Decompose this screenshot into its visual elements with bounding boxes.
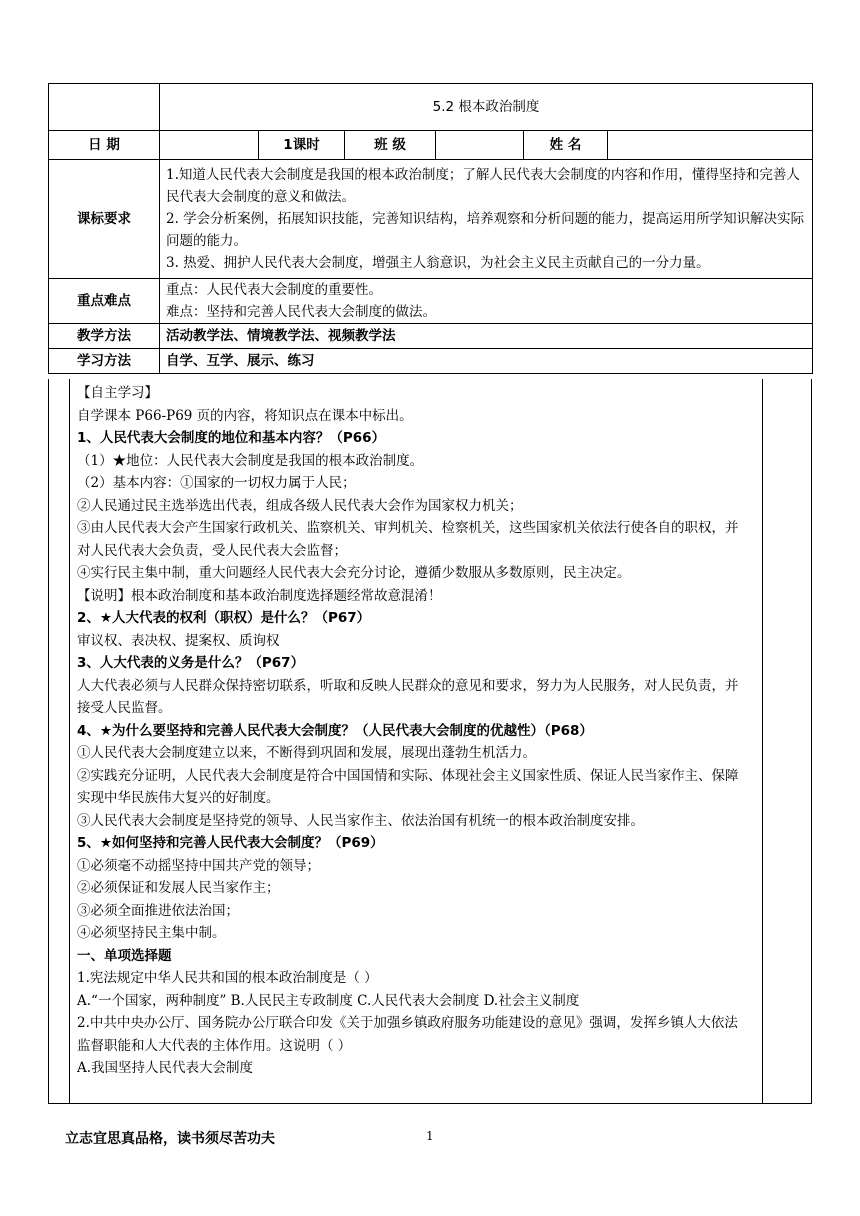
content-line: ③由人民代表大会产生国家行政机关、监察机关、审判机关、检察机关，这些国家机关依法行使各自的职权，并对人民代表大会负责，受人民代表大会监督； (77, 520, 739, 559)
content-line: A.我国坚持人民代表大会制度 (77, 1060, 254, 1076)
name-label: 姓 名 (524, 131, 608, 160)
key-point-1: 重点：人民代表大会制度的重要性。 (166, 282, 382, 298)
standards-item-3: 3. 热爱、拥护人民代表大会制度，增强主人翁意识，为社会主义民主贡献自己的一分力量。 (166, 255, 710, 271)
class-label: 班 级 (345, 131, 436, 160)
page-title: 5.2 根本政治制度 (160, 84, 813, 131)
content-line: 人大代表必须与人民群众保持密切联系，听取和反映人民群众的意见和要求，努力为人民服务，对人民负责，并接受人民监督。 (77, 677, 739, 716)
standards-content (160, 160, 813, 279)
lesson-header-table (48, 83, 813, 374)
content-line: 2.中共中央办公厅、国务院办公厅联合印发《关于加强乡镇政府服务功能建设的意见》强调，发挥乡镇人大依法监督职能和人大代表的主体作用。这说明（ ） (77, 1015, 738, 1054)
footer-motto: 立志宜思真品格，读书须尽苦功夫 (65, 1131, 275, 1147)
content-line: 【自主学习】 (77, 385, 158, 401)
content-line: ④必须坚持民主集中制。 (77, 925, 226, 941)
content-line: 自学课本 P66-P69 页的内容，将知识点在课本中标出。 (77, 407, 413, 424)
learning-method-label: 学习方法 (49, 349, 160, 374)
content-line: ①必须毫不动摇坚持中国共产党的领导； (77, 857, 320, 874)
period-label: 1课时 (259, 131, 345, 160)
content-line: ②实践充分证明，人民代表大会制度是符合中国国情和实际、体现社会主义国家性质、保证人民当家作主、保障实现中华民族伟大复兴的好制度。 (77, 767, 739, 806)
name-value (608, 131, 813, 160)
content-line: ②必须保证和发展人民当家作主； (77, 880, 280, 896)
standards-item-2: 2. 学会分析案例，拓展知识技能，完善知识结构，培养观察和分析问题的能力，提高运用所学知识解决实际问题的能力。 (166, 211, 805, 249)
key-points-content (160, 279, 813, 324)
section-heading: 3、人大代表的义务是什么？（P67） (77, 655, 305, 671)
learning-method-value: 自学、互学、展示、练习 (160, 349, 813, 374)
standards-label: 课标要求 (49, 160, 160, 279)
content-line: A.“一个国家，两种制度” B.人民民主专政制度 C.人民代表大会制度 D.社会主义制度 (77, 992, 580, 1009)
section-heading: 一、单项选择题 (77, 947, 172, 964)
teaching-method-label: 教学方法 (49, 324, 160, 349)
title-left-cell (49, 84, 160, 131)
section-heading: 5、★如何坚持和完善人民代表大会制度？（P69） (77, 835, 384, 851)
content-line: 审议权、表决权、提案权、质询权 (77, 632, 280, 649)
section-heading: 2、★人大代表的权利（职权）是什么？（P67） (77, 610, 371, 626)
date-value (160, 131, 259, 160)
content-line: 【说明】根本政治制度和基本政治制度选择题经常故意混淆！ (77, 587, 442, 604)
class-value (436, 131, 524, 160)
content-line: ①人民代表大会制度建立以来，不断得到巩固和发展，展现出蓬勃生机活力。 (77, 745, 536, 761)
content-line: ③必须全面推进依法治国； (77, 902, 239, 919)
date-label: 日 期 (49, 131, 160, 160)
key-point-2: 难点：坚持和完善人民代表大会制度的做法。 (166, 304, 436, 320)
page-number: 1 (426, 1129, 434, 1143)
section-heading: 4、★为什么要坚持和完善人民代表大会制度？（人民代表大会制度的优越性）（P68） (77, 722, 593, 739)
content-line: （2）基本内容：①国家的一切权力属于人民； (77, 475, 356, 491)
content-line: 1.宪法规定中华人民共和国的根本政治制度是（ ） (77, 970, 378, 986)
content-line: （1）★地位：人民代表大会制度是我国的根本政治制度。 (77, 452, 424, 469)
study-section-box (48, 379, 812, 1104)
section-heading: 1、人民代表大会制度的地位和基本内容？（P66） (77, 430, 386, 446)
study-content (77, 382, 747, 1080)
content-line: ④实行民主集中制，重大问题经人民代表大会充分讨论，遵循少数服从多数原则，民主决定。 (77, 565, 631, 581)
teaching-method-value: 活动教学法、情境教学法、视频教学法 (160, 324, 813, 349)
key-points-label: 重点难点 (49, 279, 160, 324)
content-line: ③人民代表大会制度是坚持党的领导、人民当家作主、依法治国有机统一的根本政治制度安排。 (77, 812, 644, 829)
standards-item-1: 1.知道人民代表大会制度是我国的根本政治制度；了解人民代表大会制度的内容和作用，懂得坚持和完善人民代表大会制度的意义和做法。 (166, 167, 800, 205)
content-line: ②人民通过民主选举选出代表，组成各级人民代表大会作为国家权力机关； (77, 497, 523, 514)
